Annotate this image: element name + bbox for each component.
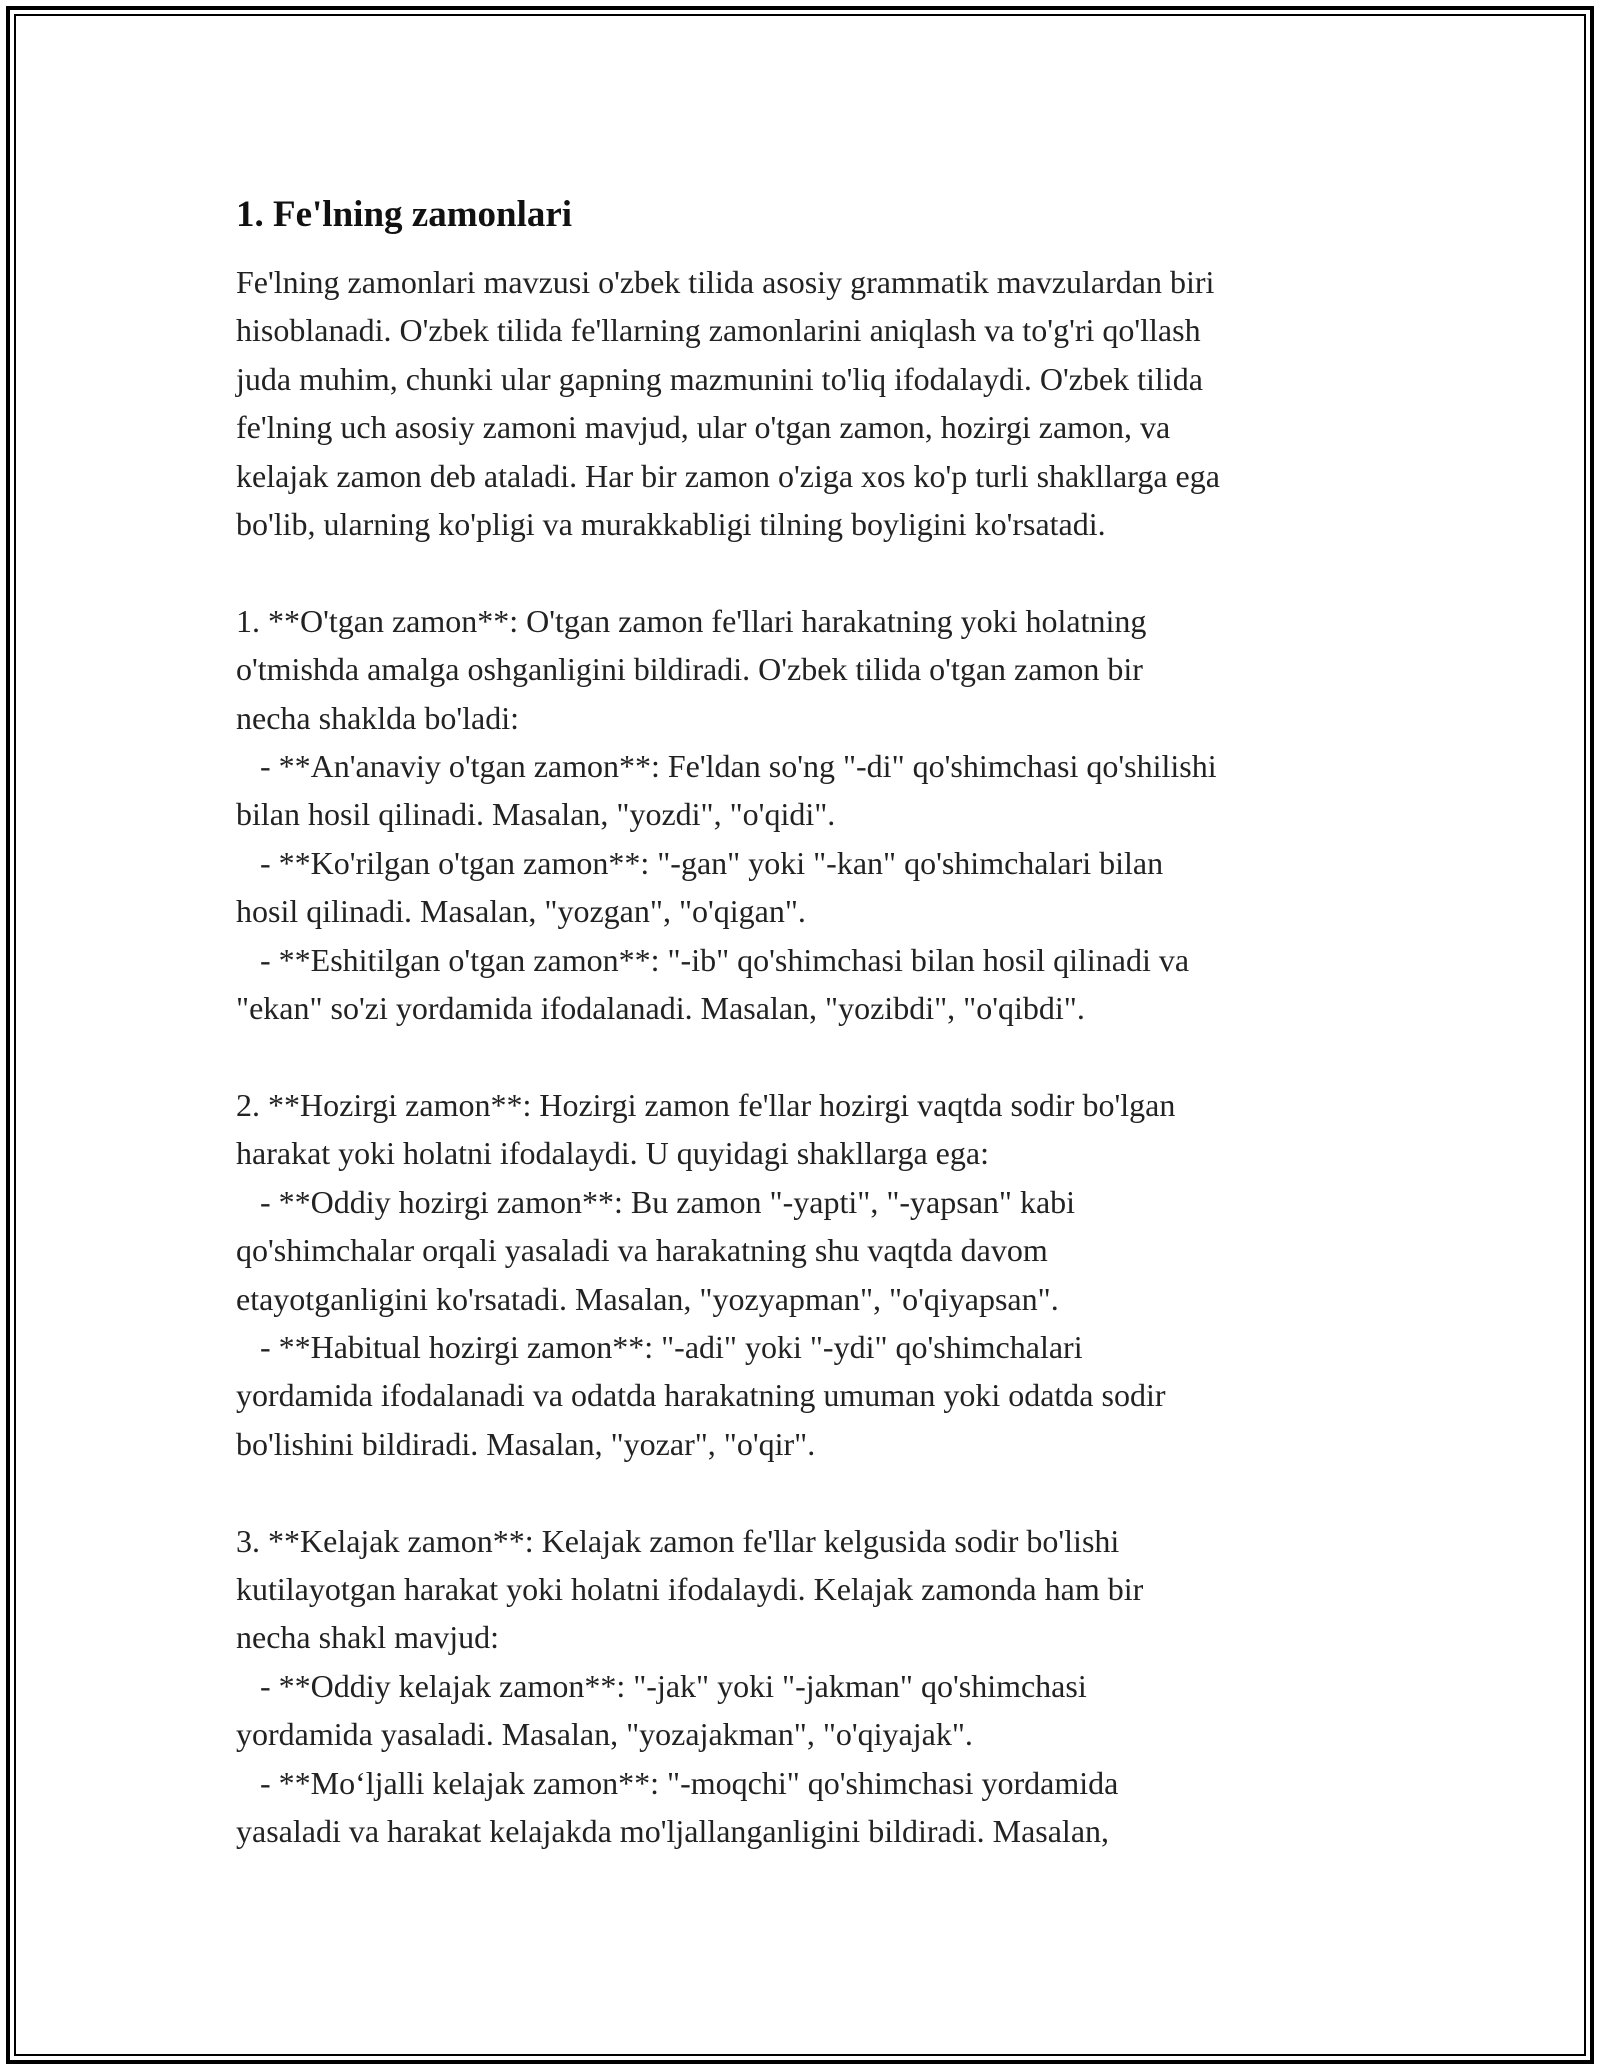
text-line: - **An'anaviy o'tgan zamon**: Fe'ldan so'ng "-di" qo'shimchasi qo'shilishi [236, 748, 1217, 785]
text-line: "ekan" so'zi yordamida ifodalanadi. Masalan, "yozibdi", "o'qibdi". [236, 990, 1085, 1027]
text-line: juda muhim, chunki ular gapning mazmunini to'liq ifodalaydi. O'zbek tilida [236, 360, 1203, 397]
text-line: o'tmishda amalga oshganligini bildiradi. O'zbek tilida o'tgan zamon bir [236, 651, 1143, 688]
text-line: 2. **Hozirgi zamon**: Hozirgi zamon fe'llar hozirgi vaqtda sodir bo'lgan [236, 1086, 1176, 1123]
document-content [236, 190, 1396, 1855]
text-line: yordamida yasaladi. Masalan, "yozajakman", "o'qiyajak". [236, 1716, 973, 1753]
text-line: - **Ko'rilgan o'tgan zamon**: "-gan" yoki "-kan" qo'shimchalari bilan [236, 844, 1164, 881]
text-line: bilan hosil qilinadi. Masalan, "yozdi", "o'qidi". [236, 796, 836, 833]
text-line: etayotganligini ko'rsatadi. Masalan, "yozyapman", "o'qiyapsan". [236, 1280, 1059, 1317]
text-line: - **Oddiy kelajak zamon**: "-jak" yoki "-jakman" qo'shimchasi [236, 1667, 1087, 1704]
text-line [236, 1032, 1396, 1080]
text-line: kelajak zamon deb ataladi. Har bir zamon o'ziga xos ko'p turli shakllarga ega [236, 457, 1220, 494]
text-line: - **Habitual hozirgi zamon**: "-adi" yoki "-ydi" qo'shimchalari [236, 1328, 1083, 1365]
document-body [236, 258, 1396, 1855]
text-line: yasaladi va harakat kelajakda mo'ljallanganligini bildiradi. Masalan, [236, 1812, 1110, 1849]
text-line: qo'shimchalar orqali yasaladi va harakatning shu vaqtda davom [236, 1232, 1048, 1269]
text-line: necha shaklda bo'ladi: [236, 699, 519, 736]
text-line: bo'lishini bildiradi. Masalan, "yozar", "o'qir". [236, 1425, 816, 1462]
text-line: yordamida ifodalanadi va odatda harakatning umuman yoki odatda sodir [236, 1377, 1166, 1414]
text-line: necha shakl mavjud: [236, 1619, 500, 1656]
text-line: hisoblanadi. O'zbek tilida fe'llarning zamonlarini aniqlash va to'g'ri qo'llash [236, 312, 1201, 349]
text-line: kutilayotgan harakat yoki holatni ifodalaydi. Kelajak zamonda ham bir [236, 1570, 1144, 1607]
text-line [236, 548, 1396, 596]
section-heading: 1. Fe'lning zamonlari [236, 194, 573, 235]
text-line: - **Oddiy hozirgi zamon**: Bu zamon "-yapti", "-yapsan" kabi [236, 1183, 1076, 1220]
text-line [236, 1468, 1396, 1516]
text-line: hosil qilinadi. Masalan, "yozgan", "o'qigan". [236, 893, 806, 930]
text-line: bo'lib, ularning ko'pligi va murakkabligi tilning boyligini ko'rsatadi. [236, 506, 1106, 543]
text-line: - **Eshitilgan o'tgan zamon**: "-ib" qo'shimchasi bilan hosil qilinadi va [236, 941, 1190, 978]
text-line: 3. **Kelajak zamon**: Kelajak zamon fe'llar kelgusida sodir bo'lishi [236, 1522, 1120, 1559]
text-line: 1. **O'tgan zamon**: O'tgan zamon fe'llari harakatning yoki holatning [236, 602, 1147, 639]
text-line: harakat yoki holatni ifodalaydi. U quyidagi shakllarga ega: [236, 1135, 989, 1172]
text-line: Fe'lning zamonlari mavzusi o'zbek tilida asosiy grammatik mavzulardan biri [236, 264, 1215, 300]
text-line: - **Mo‘ljalli kelajak zamon**: "-moqchi" qo'shimchasi yordamida [236, 1764, 1119, 1801]
text-line: fe'lning uch asosiy zamoni mavjud, ular o'tgan zamon, hozirgi zamon, va [236, 409, 1171, 446]
